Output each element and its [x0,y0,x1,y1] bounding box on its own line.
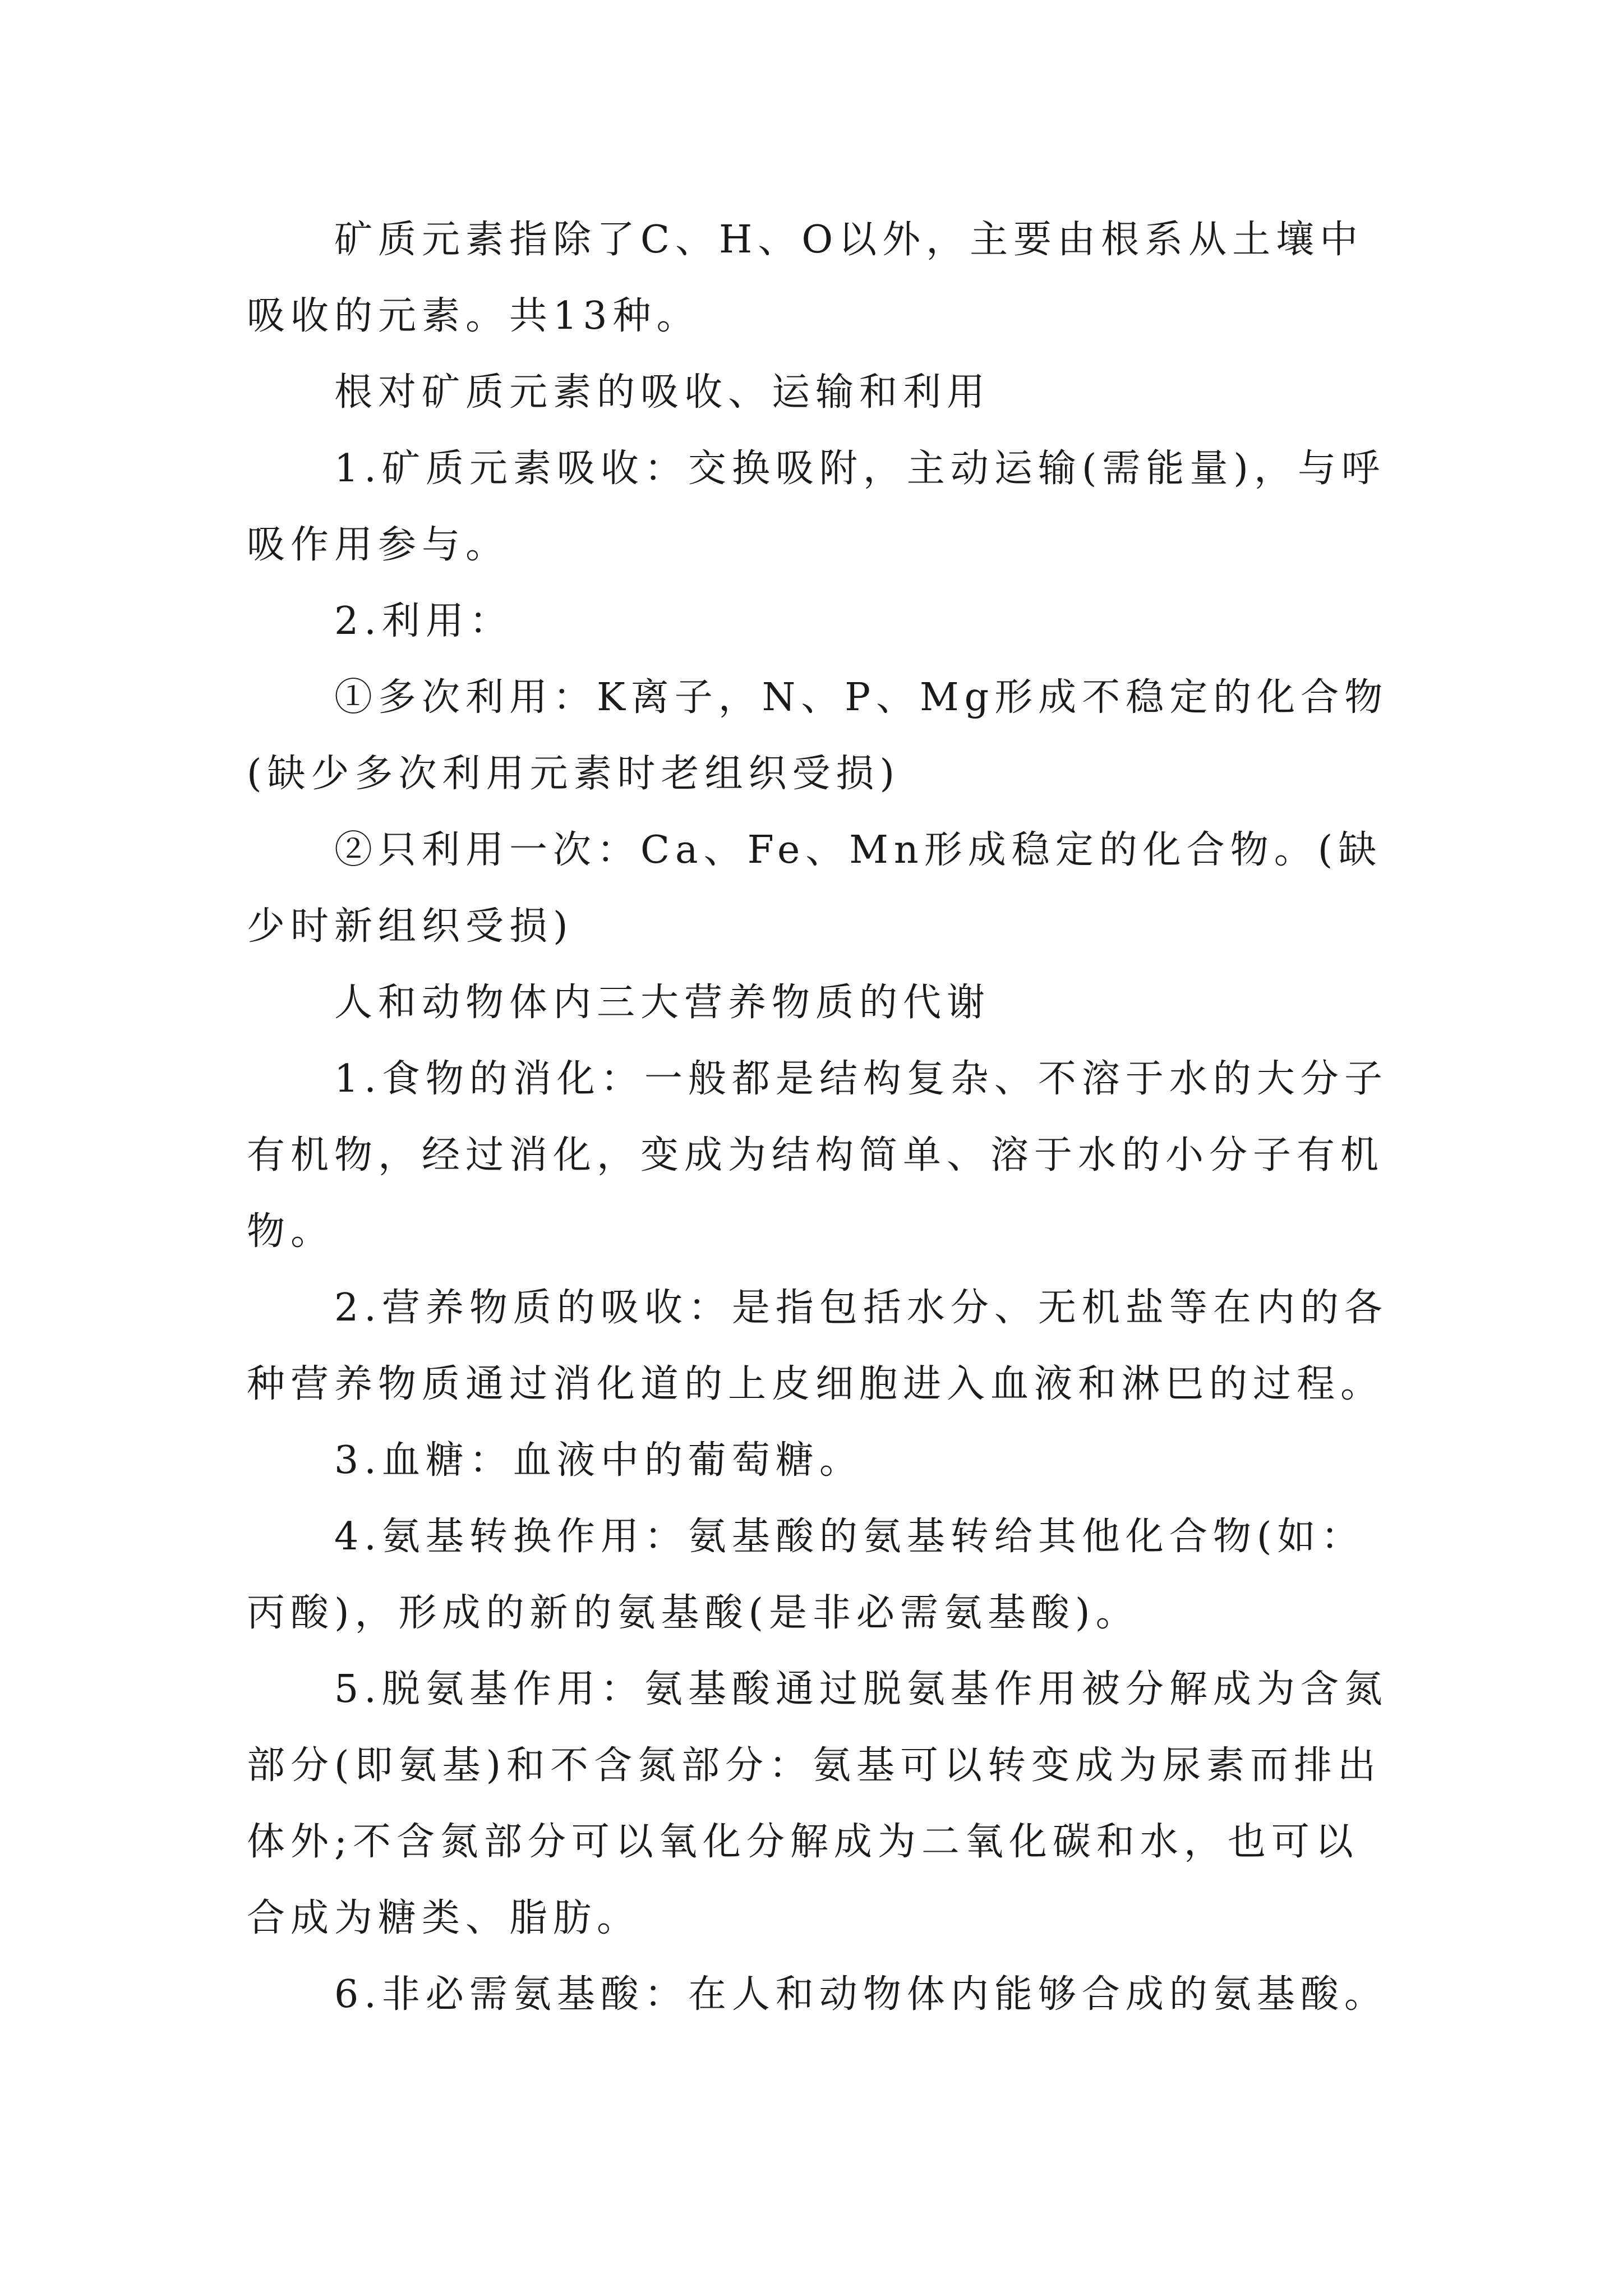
paragraph-nonessential-amino-acid: 6.非必需氨基酸：在人和动物体内能够合成的氨基酸。 [334,1972,1388,2017]
heading-nutrient-metabolism: 人和动物体内三大营养物质的代谢 [334,981,991,1025]
paragraph-deamination: 5.脱氨基作用：氨基酸通过脱氨基作用被分解成为含氮部分(即氨基)和不含氮部分：氨基可以转变成为尿素而排出体外;不含氮部分可以氧化分解成为二氧化碳和水，也可以合成为糖类、脂肪。 [247,1667,1388,1940]
paragraph-nutrient-absorption: 2.营养物质的吸收：是指包括水分、无机盐等在内的各种营养物质通过消化道的上皮细胞进入血液和淋巴的过程。 [247,1286,1388,1406]
heading-root-mineral: 根对矿质元素的吸收、运输和利用 [334,370,991,415]
paragraph-transamination: 4.氨基转换作用：氨基酸的氨基转给其他化合物(如：丙酸)，形成的新的氨基酸(是非必需氨基酸)。 [247,1515,1365,1635]
paragraph-digestion: 1.食物的消化：一般都是结构复杂、不溶于水的大分子有机物，经过消化，变成为结构简单、溶于水的小分子有机物。 [247,1057,1388,1254]
paragraph-multiple-use: ①多次利用：K离子，N、P、Mg形成不稳定的化合物(缺少多次利用元素时老组织受损) [247,675,1389,796]
paragraph-utilization: 2.利用： [334,599,513,643]
document-body [247,202,1402,2033]
paragraph-absorption: 1.矿质元素吸收：交换吸附，主动运输(需能量)，与呼吸作用参与。 [247,447,1385,567]
paragraph-single-use: ②只利用一次：Ca、Fe、Mn形成稳定的化合物。(缺少时新组织受损) [247,828,1382,949]
paragraph-blood-sugar: 3.血糖：血液中的葡萄糖。 [334,1438,863,1483]
paragraph-mineral-definition: 矿质元素指除了C、H、O以外，主要由根系从土壤中吸收的元素。共13种。 [247,218,1364,338]
